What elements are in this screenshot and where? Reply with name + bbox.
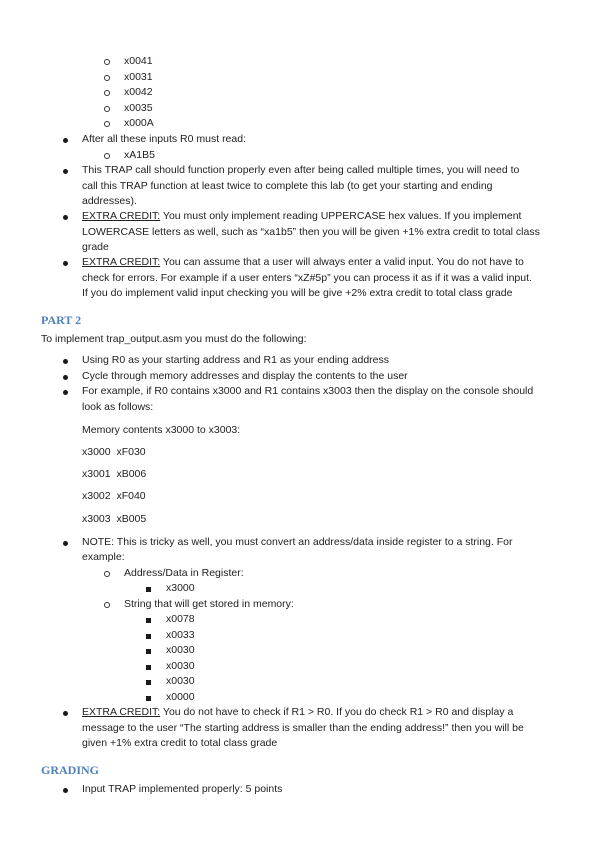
string-value: x0030 (166, 644, 195, 656)
square-bullet-icon (146, 634, 151, 639)
input-char-item: x000A (124, 117, 154, 129)
circle-bullet-icon (104, 571, 110, 577)
string-label: String that will get stored in memory: (124, 598, 294, 610)
memory-row (82, 490, 146, 503)
input-char-item: x0035 (124, 102, 153, 114)
string-value: x0030 (166, 660, 195, 672)
extra-credit-3-line: given +1% extra credit to total class grade (82, 737, 278, 749)
disc-bullet-icon (63, 215, 68, 220)
trap-multiple-line: This TRAP call should function properly even after being called multiple times, you will need to (82, 164, 520, 176)
extra-credit-3-line (82, 706, 513, 719)
square-bullet-icon (146, 618, 151, 623)
example-line: For example, if R0 contains x3000 and R1 contains x3003 then the display on the console should (82, 385, 534, 397)
disc-bullet-icon (63, 788, 68, 793)
extra-credit-2-line: If you do implement valid input checking you will be give +2% extra credit to total class grade (82, 287, 513, 299)
extra-credit-1-line: grade (82, 241, 109, 253)
memory-value: xF030 (116, 446, 146, 458)
extra-credit-label: EXTRA CREDIT: (82, 210, 161, 222)
disc-bullet-icon (63, 541, 68, 546)
trap-multiple-line: addresses). (82, 195, 137, 207)
disc-bullet-icon (63, 261, 68, 266)
grading-heading: GRADING (41, 763, 100, 777)
circle-bullet-icon (104, 90, 110, 96)
memory-address: x3001 (82, 468, 111, 480)
memory-row (82, 513, 146, 526)
circle-bullet-icon (104, 106, 110, 112)
input-char-item: x0031 (124, 71, 153, 83)
grading-item: Input TRAP implemented properly: 5 points (82, 783, 283, 795)
memory-contents-title: Memory contents x3000 to x3003: (82, 424, 241, 436)
memory-address: x3002 (82, 490, 111, 502)
extra-credit-text: You do not have to check if R1 > R0. If you do check R1 > R0 and display a (160, 706, 514, 718)
after-inputs-value: xA1B5 (124, 149, 155, 161)
part2-bullet: Using R0 as your starting address and R1 as your ending address (82, 354, 390, 366)
string-value: x0033 (166, 629, 195, 641)
extra-credit-text: You can assume that a user will always enter a valid input. You do not have to (160, 256, 524, 268)
input-char-item: x0041 (124, 55, 153, 67)
extra-credit-2-line (82, 256, 524, 269)
square-bullet-icon (146, 696, 151, 701)
disc-bullet-icon (63, 169, 68, 174)
string-value: x0000 (166, 691, 195, 703)
extra-credit-label: EXTRA CREDIT: (82, 256, 161, 268)
memory-row (82, 446, 146, 459)
note-line: NOTE: This is tricky as well, you must convert an address/data inside register to a string. For (82, 536, 513, 548)
example-line: look as follows: (82, 401, 154, 413)
extra-credit-text: You must only implement reading UPPERCASE hex values. If you implement (160, 210, 522, 222)
note-line: example: (82, 551, 125, 563)
memory-value: xB006 (116, 468, 147, 480)
circle-bullet-icon (104, 75, 110, 81)
extra-credit-2-line: check for errors. For example if a user enters “xZ#5p” you can process it as if it was a valid input. (82, 272, 532, 284)
string-value: x0030 (166, 675, 195, 687)
square-bullet-icon (146, 665, 151, 670)
memory-value: xF040 (116, 490, 146, 502)
circle-bullet-icon (104, 153, 110, 159)
extra-credit-1-line (82, 210, 521, 223)
memory-address: x3003 (82, 513, 111, 525)
circle-bullet-icon (104, 59, 110, 65)
disc-bullet-icon (63, 359, 68, 364)
after-inputs-text: After all these inputs R0 must read: (82, 133, 246, 145)
disc-bullet-icon (63, 390, 68, 395)
extra-credit-3-line: message to the user “The starting address is smaller than the ending address!” then you will be (82, 722, 524, 734)
disc-bullet-icon (63, 711, 68, 716)
square-bullet-icon (146, 649, 151, 654)
memory-address: x3000 (82, 446, 111, 458)
extra-credit-1-line: LOWERCASE letters as well, such as “xa1b5” then you will be given +1% extra credit to total class (82, 226, 540, 238)
register-value: x3000 (166, 582, 195, 594)
part2-heading: PART 2 (41, 313, 82, 327)
part2-intro: To implement trap_output.asm you must do the following: (41, 333, 307, 345)
memory-value: xB005 (116, 513, 147, 525)
extra-credit-label: EXTRA CREDIT: (82, 706, 161, 718)
part2-bullet: Cycle through memory addresses and display the contents to the user (82, 370, 408, 382)
memory-row (82, 468, 146, 481)
square-bullet-icon (146, 680, 151, 685)
register-label: Address/Data in Register: (124, 567, 244, 579)
trap-multiple-line: call this TRAP function at least twice to complete this lab (to get your starting and ending (82, 180, 493, 192)
disc-bullet-icon (63, 138, 68, 143)
disc-bullet-icon (63, 375, 68, 380)
circle-bullet-icon (104, 602, 110, 608)
square-bullet-icon (146, 587, 151, 592)
circle-bullet-icon (104, 121, 110, 127)
input-char-item: x0042 (124, 86, 153, 98)
string-value: x0078 (166, 613, 195, 625)
